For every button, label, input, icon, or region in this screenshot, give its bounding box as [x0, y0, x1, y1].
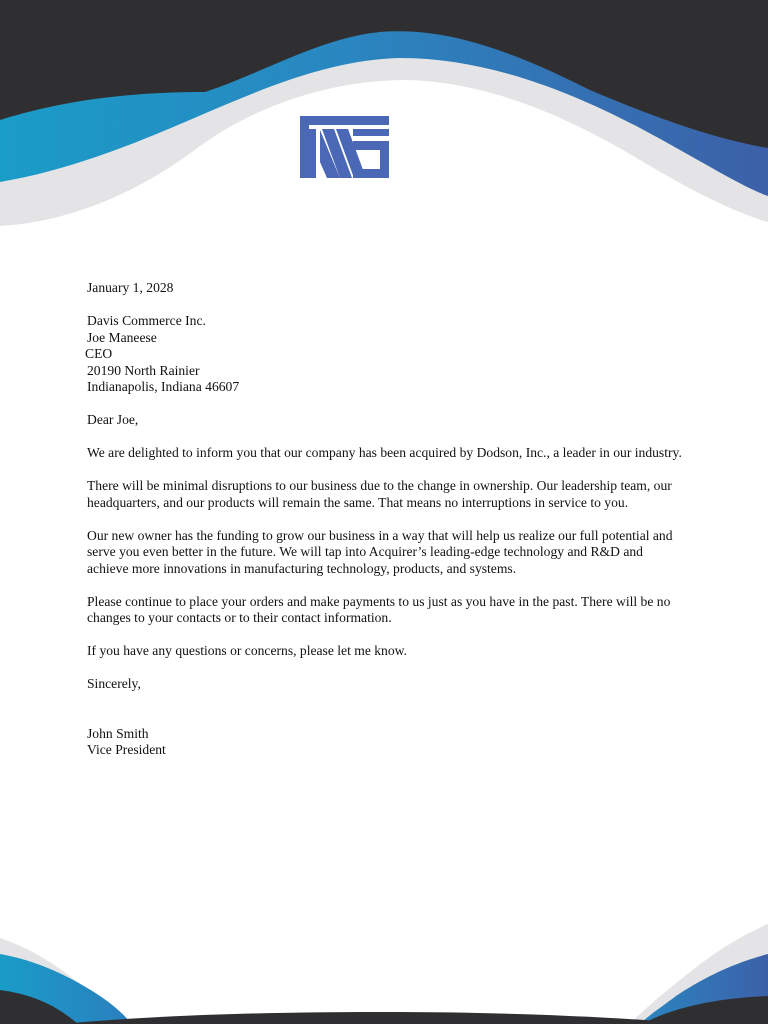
signature-block — [87, 726, 687, 759]
body-paragraph: Please continue to place your orders and make payments to us just as you have in the past. There will be no changes to your contacts or to their contact information. — [87, 593, 671, 625]
salutation: Dear Joe, — [87, 412, 139, 427]
body-paragraph: We are delighted to inform you that our company has been acquired by Dodson, Inc., a leader in our industry. — [87, 445, 682, 460]
body-paragraph: If you have any questions or concerns, please let me know. — [87, 643, 407, 658]
closing: Sincerely, — [87, 676, 141, 691]
signer-title: Vice President — [87, 742, 166, 757]
body-paragraph: Our new owner has the funding to grow our business in a way that will help us realize our full potential and serve you even better in the future. We will tap into Acquirer’s leading-edge technology and R&D and achieve more innovations in manufacturing technology, products, and systems. — [87, 527, 673, 576]
signer-name: John Smith — [87, 725, 149, 741]
recipient-name: Joe Maneese — [87, 329, 157, 345]
footer-wave-decoration — [0, 924, 768, 1024]
mg-monogram-logo-icon — [300, 116, 389, 178]
letter-date: January 1, 2028 — [87, 280, 174, 295]
body-paragraph: There will be minimal disruptions to our business due to the change in ownership. Our leadership team, our headquarters, and our products will remain the same. That means no interruptions in service to you. — [87, 478, 672, 510]
recipient-company: Davis Commerce Inc. — [87, 313, 206, 328]
recipient-address-block — [87, 313, 687, 396]
recipient-city-state-zip: Indianapolis, Indiana 46607 — [87, 379, 240, 394]
letter-body — [87, 280, 687, 775]
footer-center-dark-band — [60, 1012, 700, 1024]
recipient-street: 20190 North Rainier — [87, 362, 200, 378]
recipient-title: CEO — [85, 346, 113, 361]
